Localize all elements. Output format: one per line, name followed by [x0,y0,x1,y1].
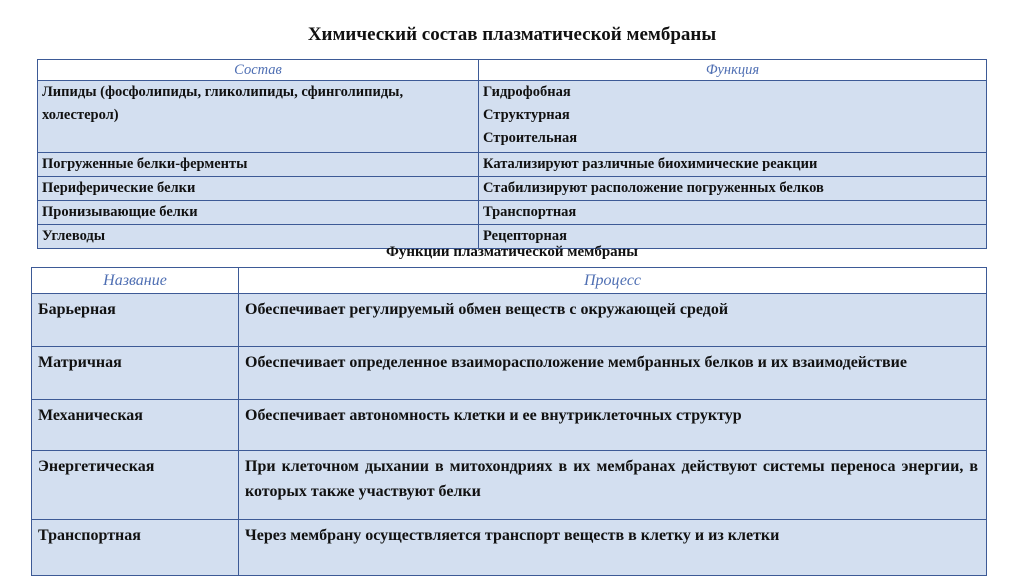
composition-cell: Погруженные белки-ферменты [38,153,479,177]
name-cell: Матричная [32,347,239,400]
table-row [38,153,987,177]
table-row [32,347,987,400]
section-title: Функции плазматической мембраны [385,244,639,260]
function-cell: Рецепторная [479,225,987,249]
process-cell: Через мембрану осуществляется транспорт веществ в клетку и из клетки [239,520,987,576]
table-header-row [38,60,987,81]
composition-cell: Периферические белки [38,177,479,201]
table-row [38,177,987,201]
process-cell: Обеспечивает автономность клетки и ее внутриклеточных структур [239,400,987,451]
function-cell: Транспортная [479,201,987,225]
composition-table [37,59,987,249]
process-cell: Обеспечивает регулируемый обмен веществ с окружающей средой [239,294,987,347]
table-row [32,294,987,347]
function-line: Гидрофобная [483,84,571,100]
functions-table [31,267,987,576]
table-row [38,201,987,225]
column-header-function: Функция [479,60,987,81]
page-title: Химический состав плазматической мембраны [307,24,717,45]
column-header-process: Процесс [239,268,987,294]
name-cell: Энергетическая [32,451,239,520]
table-header-row [32,268,987,294]
composition-cell: Углеводы [38,225,479,249]
table-row [32,400,987,451]
function-line: Структурная [483,107,570,123]
column-header-composition: Состав [38,60,479,81]
name-cell: Механическая [32,400,239,451]
process-cell: При клеточном дыхании в митохондриях в их мембранах действуют системы переноса энергии, в которых также участвуют белки [239,451,987,520]
column-header-name: Название [32,268,239,294]
function-cell: Катализируют различные биохимические реакции [479,153,987,177]
table-row [32,520,987,576]
name-cell: Транспортная [32,520,239,576]
table-row [32,451,987,520]
table-row [38,81,987,153]
name-cell: Барьерная [32,294,239,347]
function-line: Строительная [483,130,578,146]
composition-cell: Пронизывающие белки [38,201,479,225]
composition-cell: Липиды (фосфолипиды, гликолипиды, сфинголипиды, холестерол) [38,81,479,153]
function-cell: Стабилизируют расположение погруженных белков [479,177,987,201]
function-cell [479,81,987,153]
process-cell: Обеспечивает определенное взаиморасположение мембранных белков и их взаимодействие [239,347,987,400]
